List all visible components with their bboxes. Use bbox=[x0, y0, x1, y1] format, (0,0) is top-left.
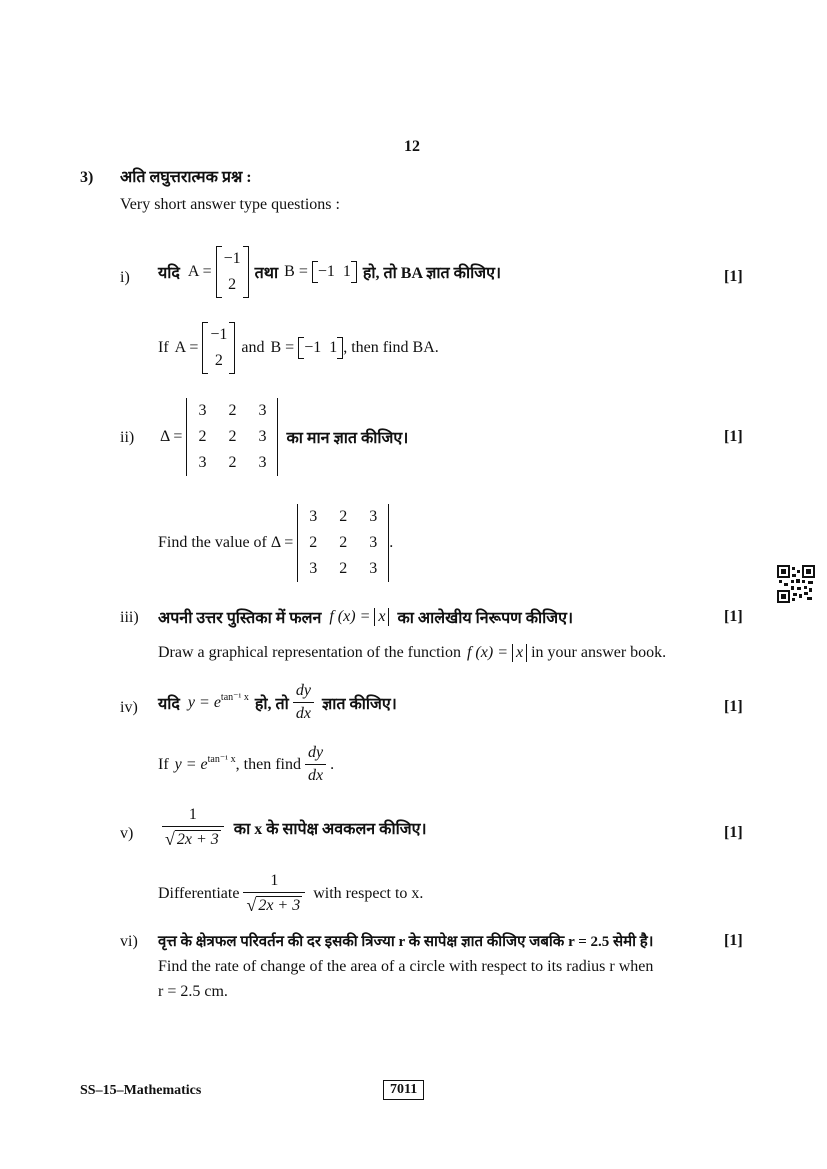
q1-en-b-val-1: −1 bbox=[304, 339, 322, 356]
q1-en-suffix: , then find BA. bbox=[343, 339, 439, 356]
q3-absx: x bbox=[374, 608, 389, 626]
q4-en-dx: dx bbox=[305, 764, 326, 785]
det-cell: 3 bbox=[258, 454, 267, 471]
q2-hi-suffix: का मान ज्ञात कीजिए। bbox=[286, 430, 409, 447]
q2-en-suffix: . bbox=[389, 534, 394, 551]
q2-hindi bbox=[160, 398, 408, 476]
q1-en-and: and bbox=[241, 339, 265, 356]
q2-en-determinant bbox=[297, 504, 389, 582]
q1-english bbox=[158, 322, 439, 374]
q1-marks: [1] bbox=[724, 268, 743, 285]
q1-en-a-val-1: −1 bbox=[210, 326, 228, 343]
q2-en-prefix: Find the value of Δ = bbox=[158, 534, 294, 551]
q5-en-sqrt bbox=[246, 895, 302, 915]
q4-en-dy: dy bbox=[307, 744, 324, 761]
q2-delta: Δ = bbox=[160, 428, 183, 445]
q4-hi-suffix: ज्ञात कीजिए। bbox=[321, 695, 397, 713]
q4-hi-prefix: यदि bbox=[158, 695, 180, 713]
q4-en-middle: , then find bbox=[235, 755, 301, 773]
det-cell: 3 bbox=[309, 560, 318, 577]
q6-english-line1: Find the rate of change of the area of a circle with respect to its radius r when bbox=[158, 958, 654, 975]
det-cell: 3 bbox=[369, 508, 378, 525]
q4-en-y-eq: y = e bbox=[174, 755, 208, 773]
q1-b-val-1: −1 bbox=[317, 263, 335, 280]
q5-marks: [1] bbox=[724, 824, 743, 841]
footer-subject: SS–15–Mathematics bbox=[80, 1083, 202, 1098]
q1-en-b-symbol: B = bbox=[270, 339, 295, 356]
q5-sqrt bbox=[165, 829, 221, 849]
q2-label: ii) bbox=[120, 429, 135, 446]
q2-determinant bbox=[186, 398, 278, 476]
q1-hi-prefix: यदि bbox=[158, 265, 180, 282]
q1-label: i) bbox=[120, 269, 130, 286]
det-cell: 2 bbox=[339, 508, 348, 525]
q1-matrix-a bbox=[216, 246, 249, 298]
q3-hi-prefix: अपनी उत्तर पुस्तिका में फलन bbox=[158, 610, 322, 627]
det-cell: 3 bbox=[198, 402, 207, 419]
q1-b-symbol: B = bbox=[284, 263, 308, 280]
q1-b-val-2: 1 bbox=[342, 263, 351, 280]
q6-hindi: वृत्त के क्षेत्रफल परिवर्तन की दर इसकी त्रिज्या r के सापेक्ष ज्ञात कीजिए जबकि r = 2.5 सेमी है। bbox=[158, 934, 654, 950]
sqrt-icon: √ bbox=[165, 829, 175, 849]
q5-label: v) bbox=[120, 825, 134, 842]
det-cell: 2 bbox=[339, 560, 348, 577]
q3-en-prefix: Draw a graphical representation of the function bbox=[158, 644, 461, 661]
q1-en-matrix-b bbox=[298, 337, 343, 359]
q1-en-matrix-a bbox=[202, 322, 235, 374]
q3-en-suffix: in your answer book. bbox=[531, 644, 667, 661]
q3-fx: f (x) = bbox=[329, 608, 371, 625]
q4-en-derivative bbox=[305, 744, 326, 785]
q4-y-eq: y = e bbox=[187, 693, 221, 711]
q3-en-fx: f (x) = bbox=[466, 644, 508, 661]
det-cell: 2 bbox=[198, 428, 207, 445]
det-cell: 2 bbox=[228, 428, 237, 445]
q5-en-rad: 2x + 3 bbox=[258, 897, 301, 914]
q5-en-den bbox=[243, 892, 305, 916]
q1-matrix-b bbox=[312, 261, 357, 283]
det-cell: 3 bbox=[198, 454, 207, 471]
q4-hi-middle: हो, तो bbox=[254, 695, 289, 713]
det-cell: 3 bbox=[258, 402, 267, 419]
q5-num: 1 bbox=[188, 806, 197, 823]
q4-derivative bbox=[293, 682, 314, 723]
section-number: 3) bbox=[80, 169, 94, 186]
det-cell: 3 bbox=[369, 560, 378, 577]
q1-a-val-2: 2 bbox=[228, 276, 237, 293]
q4-english bbox=[158, 744, 334, 785]
qr-code-icon bbox=[777, 565, 815, 603]
q4-marks: [1] bbox=[724, 698, 743, 715]
q4-hindi bbox=[158, 682, 397, 723]
page-number: 12 bbox=[404, 138, 420, 155]
section-title-english: Very short answer type questions : bbox=[120, 196, 340, 213]
q3-marks: [1] bbox=[724, 608, 743, 625]
q1-a-symbol: A = bbox=[187, 263, 212, 280]
q3-english bbox=[158, 644, 666, 662]
q6-marks: [1] bbox=[724, 932, 743, 949]
det-cell: 2 bbox=[309, 534, 318, 551]
q1-a-val-1: −1 bbox=[223, 250, 241, 267]
q3-en-absx: x bbox=[512, 644, 527, 662]
q1-hi-middle: तथा bbox=[254, 265, 279, 282]
q1-en-b-val-2: 1 bbox=[329, 339, 338, 356]
q5-fraction bbox=[162, 806, 224, 850]
det-cell: 3 bbox=[258, 428, 267, 445]
q1-hi-suffix: हो, तो BA ज्ञात कीजिए। bbox=[362, 265, 502, 282]
q2-marks: [1] bbox=[724, 428, 743, 445]
q5-en-prefix: Differentiate bbox=[158, 885, 240, 902]
q5-den bbox=[162, 826, 224, 850]
q6-label: vi) bbox=[120, 933, 138, 950]
q4-dy: dy bbox=[295, 682, 311, 699]
q4-en-prefix: If bbox=[158, 755, 169, 773]
section-title-hindi: अति लघुत्तरात्मक प्रश्न : bbox=[120, 169, 252, 186]
q5-hindi bbox=[158, 806, 427, 850]
footer-code: 7011 bbox=[383, 1080, 424, 1100]
q4-dx: dx bbox=[293, 702, 314, 723]
det-cell: 2 bbox=[228, 454, 237, 471]
q2-english bbox=[158, 504, 393, 582]
sqrt-icon: √ bbox=[246, 895, 257, 915]
q4-label: iv) bbox=[120, 699, 138, 716]
q1-en-prefix: If bbox=[158, 339, 169, 356]
q1-en-a-symbol: A = bbox=[174, 339, 199, 356]
q3-hi-suffix: का आलेखीय निरूपण कीजिए। bbox=[397, 610, 574, 627]
det-cell: 2 bbox=[228, 402, 237, 419]
q5-english bbox=[158, 872, 423, 916]
q3-hindi bbox=[158, 606, 573, 628]
q3-label: iii) bbox=[120, 609, 139, 626]
q5-en-num: 1 bbox=[270, 872, 279, 889]
q5-en-fraction bbox=[243, 872, 305, 916]
q4-en-suffix: . bbox=[330, 755, 335, 773]
q4-exp: tan⁻¹ x bbox=[220, 692, 249, 703]
q5-en-suffix: with respect to x. bbox=[313, 885, 424, 902]
q1-hindi bbox=[158, 246, 501, 298]
q5-hi-suffix: का x के सापेक्ष अवकलन कीजिए। bbox=[233, 821, 427, 838]
q5-rad: 2x + 3 bbox=[176, 831, 219, 848]
det-cell: 3 bbox=[369, 534, 378, 551]
q6-english-line2: r = 2.5 cm. bbox=[158, 983, 228, 1000]
det-cell: 3 bbox=[309, 508, 318, 525]
det-cell: 2 bbox=[339, 534, 348, 551]
q4-en-exp: tan⁻¹ x bbox=[207, 754, 236, 765]
q1-en-a-val-2: 2 bbox=[214, 352, 223, 369]
